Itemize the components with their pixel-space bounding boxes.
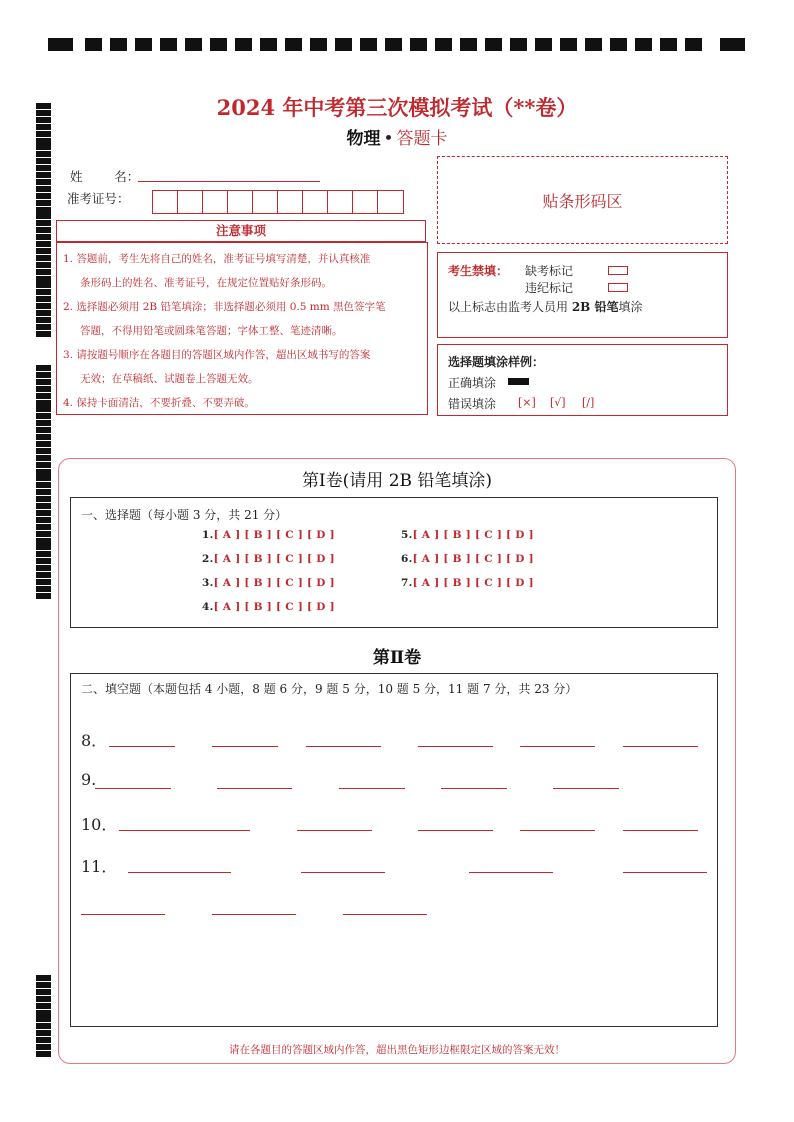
timing-mark bbox=[36, 241, 51, 247]
notice-box bbox=[56, 242, 428, 415]
question-number: 1. bbox=[202, 529, 214, 541]
timing-mark bbox=[36, 524, 51, 530]
notice-title: 注意事项 bbox=[56, 220, 426, 242]
answer-blank[interactable] bbox=[119, 830, 250, 831]
question-number: 6. bbox=[401, 553, 413, 565]
absent-mark-label: 缺考标记 bbox=[525, 264, 574, 278]
wrong-mark-slash: [/] bbox=[582, 396, 595, 409]
timing-mark bbox=[36, 558, 51, 564]
timing-mark bbox=[36, 186, 51, 192]
answer-blank[interactable] bbox=[95, 788, 171, 789]
timing-mark bbox=[36, 427, 51, 433]
choice-options: [ A ] [ B ] [ C ] [ D ] bbox=[213, 577, 335, 589]
timing-mark bbox=[36, 510, 51, 516]
choice-options: [ A ] [ B ] [ C ] [ D ] bbox=[412, 529, 534, 541]
timing-mark bbox=[36, 289, 51, 295]
timing-mark bbox=[36, 420, 51, 426]
timing-mark bbox=[36, 1010, 51, 1016]
answer-blank[interactable] bbox=[217, 788, 292, 789]
top-timing-marks bbox=[48, 38, 745, 51]
forbid-note-bold: 2B 铅笔 bbox=[571, 300, 619, 314]
notice-item: 2. 选择题必须用 2B 铅笔填涂；非选择题必须用 0.5 mm 黑色签字笔 bbox=[63, 301, 386, 313]
notice-item: 条形码上的姓名、准考证号，在规定位置贴好条形码。 bbox=[80, 277, 332, 289]
answer-blank[interactable] bbox=[418, 746, 493, 747]
choice-question-5[interactable] bbox=[401, 529, 534, 541]
timing-mark bbox=[36, 282, 51, 288]
choice-question-7[interactable] bbox=[401, 577, 534, 589]
answer-blank[interactable] bbox=[306, 746, 381, 747]
choice-question-1[interactable] bbox=[202, 529, 335, 541]
question-number: 7. bbox=[401, 577, 413, 589]
timing-mark bbox=[36, 303, 51, 309]
footer-warning: 请在各题目的答题区域内作答，超出黑色矩形边框限定区域的答案无效！ bbox=[229, 1044, 565, 1056]
exam-title: 2024 年中考第三次模拟考试（**卷） bbox=[216, 95, 578, 120]
wrong-mark-x: [×] bbox=[518, 396, 536, 409]
timing-mark bbox=[36, 551, 51, 557]
timing-mark bbox=[36, 165, 51, 171]
question-8-label: 8． bbox=[81, 731, 108, 750]
barcode-label: 贴条形码区 bbox=[542, 191, 623, 211]
choice-options: [ A ] [ B ] [ C ] [ D ] bbox=[412, 577, 534, 589]
absent-mark-box[interactable] bbox=[608, 266, 628, 275]
choice-heading: 一、选择题（每小题 3 分，共 21 分） bbox=[81, 508, 288, 522]
card-name: 答题卡 bbox=[396, 129, 448, 149]
part1-title: 第Ⅰ卷(请用 2B 铅笔填涂) bbox=[301, 471, 493, 491]
answer-blank[interactable] bbox=[623, 872, 707, 873]
timing-mark bbox=[36, 441, 51, 447]
forbid-note-post: 填涂 bbox=[618, 300, 643, 314]
timing-mark bbox=[36, 276, 51, 282]
notice-item: 答题，不得用铅笔或圆珠笔答题；字体工整、笔迹清晰。 bbox=[80, 325, 343, 337]
timing-mark bbox=[36, 310, 51, 316]
id-label: 准考证号： bbox=[67, 191, 130, 206]
timing-mark bbox=[36, 1030, 51, 1036]
timing-mark bbox=[36, 200, 51, 206]
timing-mark bbox=[36, 982, 51, 988]
timing-mark bbox=[36, 448, 51, 454]
timing-mark bbox=[36, 400, 51, 406]
timing-mark bbox=[36, 220, 51, 226]
timing-mark bbox=[36, 331, 51, 337]
timing-mark bbox=[36, 975, 51, 981]
question-9-label: 9. bbox=[81, 770, 97, 789]
answer-blank[interactable] bbox=[520, 746, 595, 747]
name-input-line[interactable] bbox=[138, 181, 320, 182]
timing-mark bbox=[36, 544, 51, 550]
choice-options: [ A ] [ B ] [ C ] [ D ] bbox=[213, 601, 335, 613]
sample-title: 选择题填涂样例： bbox=[448, 355, 545, 369]
subtitle-dot: • bbox=[383, 129, 394, 149]
wrong-fill-label: 错误填涂 bbox=[448, 397, 497, 411]
timing-mark bbox=[36, 434, 51, 440]
answer-blank[interactable] bbox=[553, 788, 619, 789]
timing-mark bbox=[36, 151, 51, 157]
notice-item: 1. 答题前，考生先将自己的姓名，准考证号填写清楚，并认真核准 bbox=[63, 253, 371, 265]
answer-blank[interactable] bbox=[339, 788, 405, 789]
answer-blank[interactable] bbox=[623, 830, 698, 831]
card-subtitle bbox=[0, 124, 794, 149]
question-number: 5. bbox=[401, 529, 413, 541]
timing-mark bbox=[36, 1023, 51, 1029]
fill-sample-box bbox=[437, 344, 728, 416]
timing-mark bbox=[36, 372, 51, 378]
timing-mark bbox=[36, 379, 51, 385]
fill-heading: 二、填空题（本题包括 4 小题，8 题 6 分，9 题 5 分，10 题 5 分，11 题 7 分，共 23 分） bbox=[81, 682, 578, 696]
answer-blank[interactable] bbox=[212, 746, 278, 747]
exam-id-boxes[interactable] bbox=[152, 190, 404, 214]
forbid-note-pre: 以上标志由监考人员用 bbox=[448, 300, 572, 314]
timing-mark bbox=[36, 248, 51, 254]
timing-mark bbox=[36, 1003, 51, 1009]
question-number: 4. bbox=[202, 601, 214, 613]
answer-blank[interactable] bbox=[109, 746, 175, 747]
timing-mark bbox=[36, 262, 51, 268]
timing-mark bbox=[36, 324, 51, 330]
wrong-mark-check: [√] bbox=[550, 396, 566, 409]
timing-mark bbox=[36, 227, 51, 233]
barcode-area bbox=[437, 156, 728, 244]
answer-blank[interactable] bbox=[623, 746, 698, 747]
timing-mark bbox=[36, 531, 51, 537]
choice-options: [ A ] [ B ] [ C ] [ D ] bbox=[213, 553, 335, 565]
timing-mark bbox=[36, 296, 51, 302]
answer-blank[interactable] bbox=[128, 872, 231, 873]
timing-mark bbox=[36, 365, 51, 371]
timing-mark bbox=[36, 317, 51, 323]
timing-mark bbox=[36, 586, 51, 592]
timing-mark bbox=[36, 579, 51, 585]
choice-section bbox=[70, 497, 718, 628]
answer-blank[interactable] bbox=[301, 872, 385, 873]
answer-blank[interactable] bbox=[469, 872, 553, 873]
choice-question-2[interactable] bbox=[202, 553, 335, 565]
correct-fill-label: 正确填涂 bbox=[448, 376, 497, 390]
timing-mark bbox=[36, 517, 51, 523]
timing-mark bbox=[36, 406, 51, 412]
timing-mark bbox=[36, 503, 51, 509]
forbid-note bbox=[448, 298, 643, 315]
timing-mark bbox=[36, 496, 51, 502]
answer-blank[interactable] bbox=[212, 914, 296, 915]
fill-blank-section bbox=[70, 673, 718, 1027]
timing-mark bbox=[36, 213, 51, 219]
notice-item: 无效；在草稿纸、试题卷上答题无效。 bbox=[80, 373, 259, 385]
timing-mark bbox=[36, 455, 51, 461]
timing-mark bbox=[36, 255, 51, 261]
timing-mark bbox=[36, 158, 51, 164]
timing-mark bbox=[36, 413, 51, 419]
timing-mark bbox=[36, 269, 51, 275]
answer-blank[interactable] bbox=[441, 788, 507, 789]
part2-title: 第Ⅱ卷 bbox=[372, 648, 422, 668]
answer-blank[interactable] bbox=[418, 830, 493, 831]
timing-mark bbox=[36, 996, 51, 1002]
choice-question-6[interactable] bbox=[401, 553, 534, 565]
timing-mark bbox=[36, 193, 51, 199]
timing-mark bbox=[36, 386, 51, 392]
timing-mark bbox=[36, 572, 51, 578]
subject-name: 物理 bbox=[346, 129, 381, 149]
notice-item: 4. 保持卡面清洁，不要折叠、不要弄破。 bbox=[63, 397, 255, 409]
choice-question-3[interactable] bbox=[202, 577, 335, 589]
choice-question-4[interactable] bbox=[202, 601, 335, 613]
timing-mark bbox=[36, 1016, 51, 1022]
notice-item: 3. 请按题号顺序在各题目的答题区域内作答，超出区域书写的答案 bbox=[63, 349, 371, 361]
question-10-label: 10． bbox=[81, 815, 118, 834]
question-11-label: 11． bbox=[81, 857, 118, 876]
violation-mark-label: 违纪标记 bbox=[525, 281, 574, 295]
choice-options: [ A ] [ B ] [ C ] [ D ] bbox=[412, 553, 534, 565]
answer-blank[interactable] bbox=[297, 830, 372, 831]
name-label: 姓 名： bbox=[70, 169, 140, 184]
answer-blank[interactable] bbox=[81, 914, 165, 915]
timing-mark bbox=[36, 234, 51, 240]
timing-mark bbox=[36, 179, 51, 185]
correct-fill-mark bbox=[508, 378, 529, 385]
timing-mark bbox=[36, 172, 51, 178]
timing-mark bbox=[36, 565, 51, 571]
timing-mark bbox=[36, 593, 51, 599]
answer-blank[interactable] bbox=[520, 830, 595, 831]
forbid-label: 考生禁填： bbox=[448, 264, 509, 278]
timing-mark bbox=[36, 989, 51, 995]
choice-options: [ A ] [ B ] [ C ] [ D ] bbox=[213, 529, 335, 541]
examinee-forbidden-box bbox=[437, 252, 728, 338]
answer-blank[interactable] bbox=[343, 914, 427, 915]
violation-mark-box[interactable] bbox=[608, 283, 628, 292]
timing-mark bbox=[36, 207, 51, 213]
question-number: 2. bbox=[202, 553, 214, 565]
timing-mark bbox=[36, 538, 51, 544]
timing-mark bbox=[36, 393, 51, 399]
question-number: 3. bbox=[202, 577, 214, 589]
